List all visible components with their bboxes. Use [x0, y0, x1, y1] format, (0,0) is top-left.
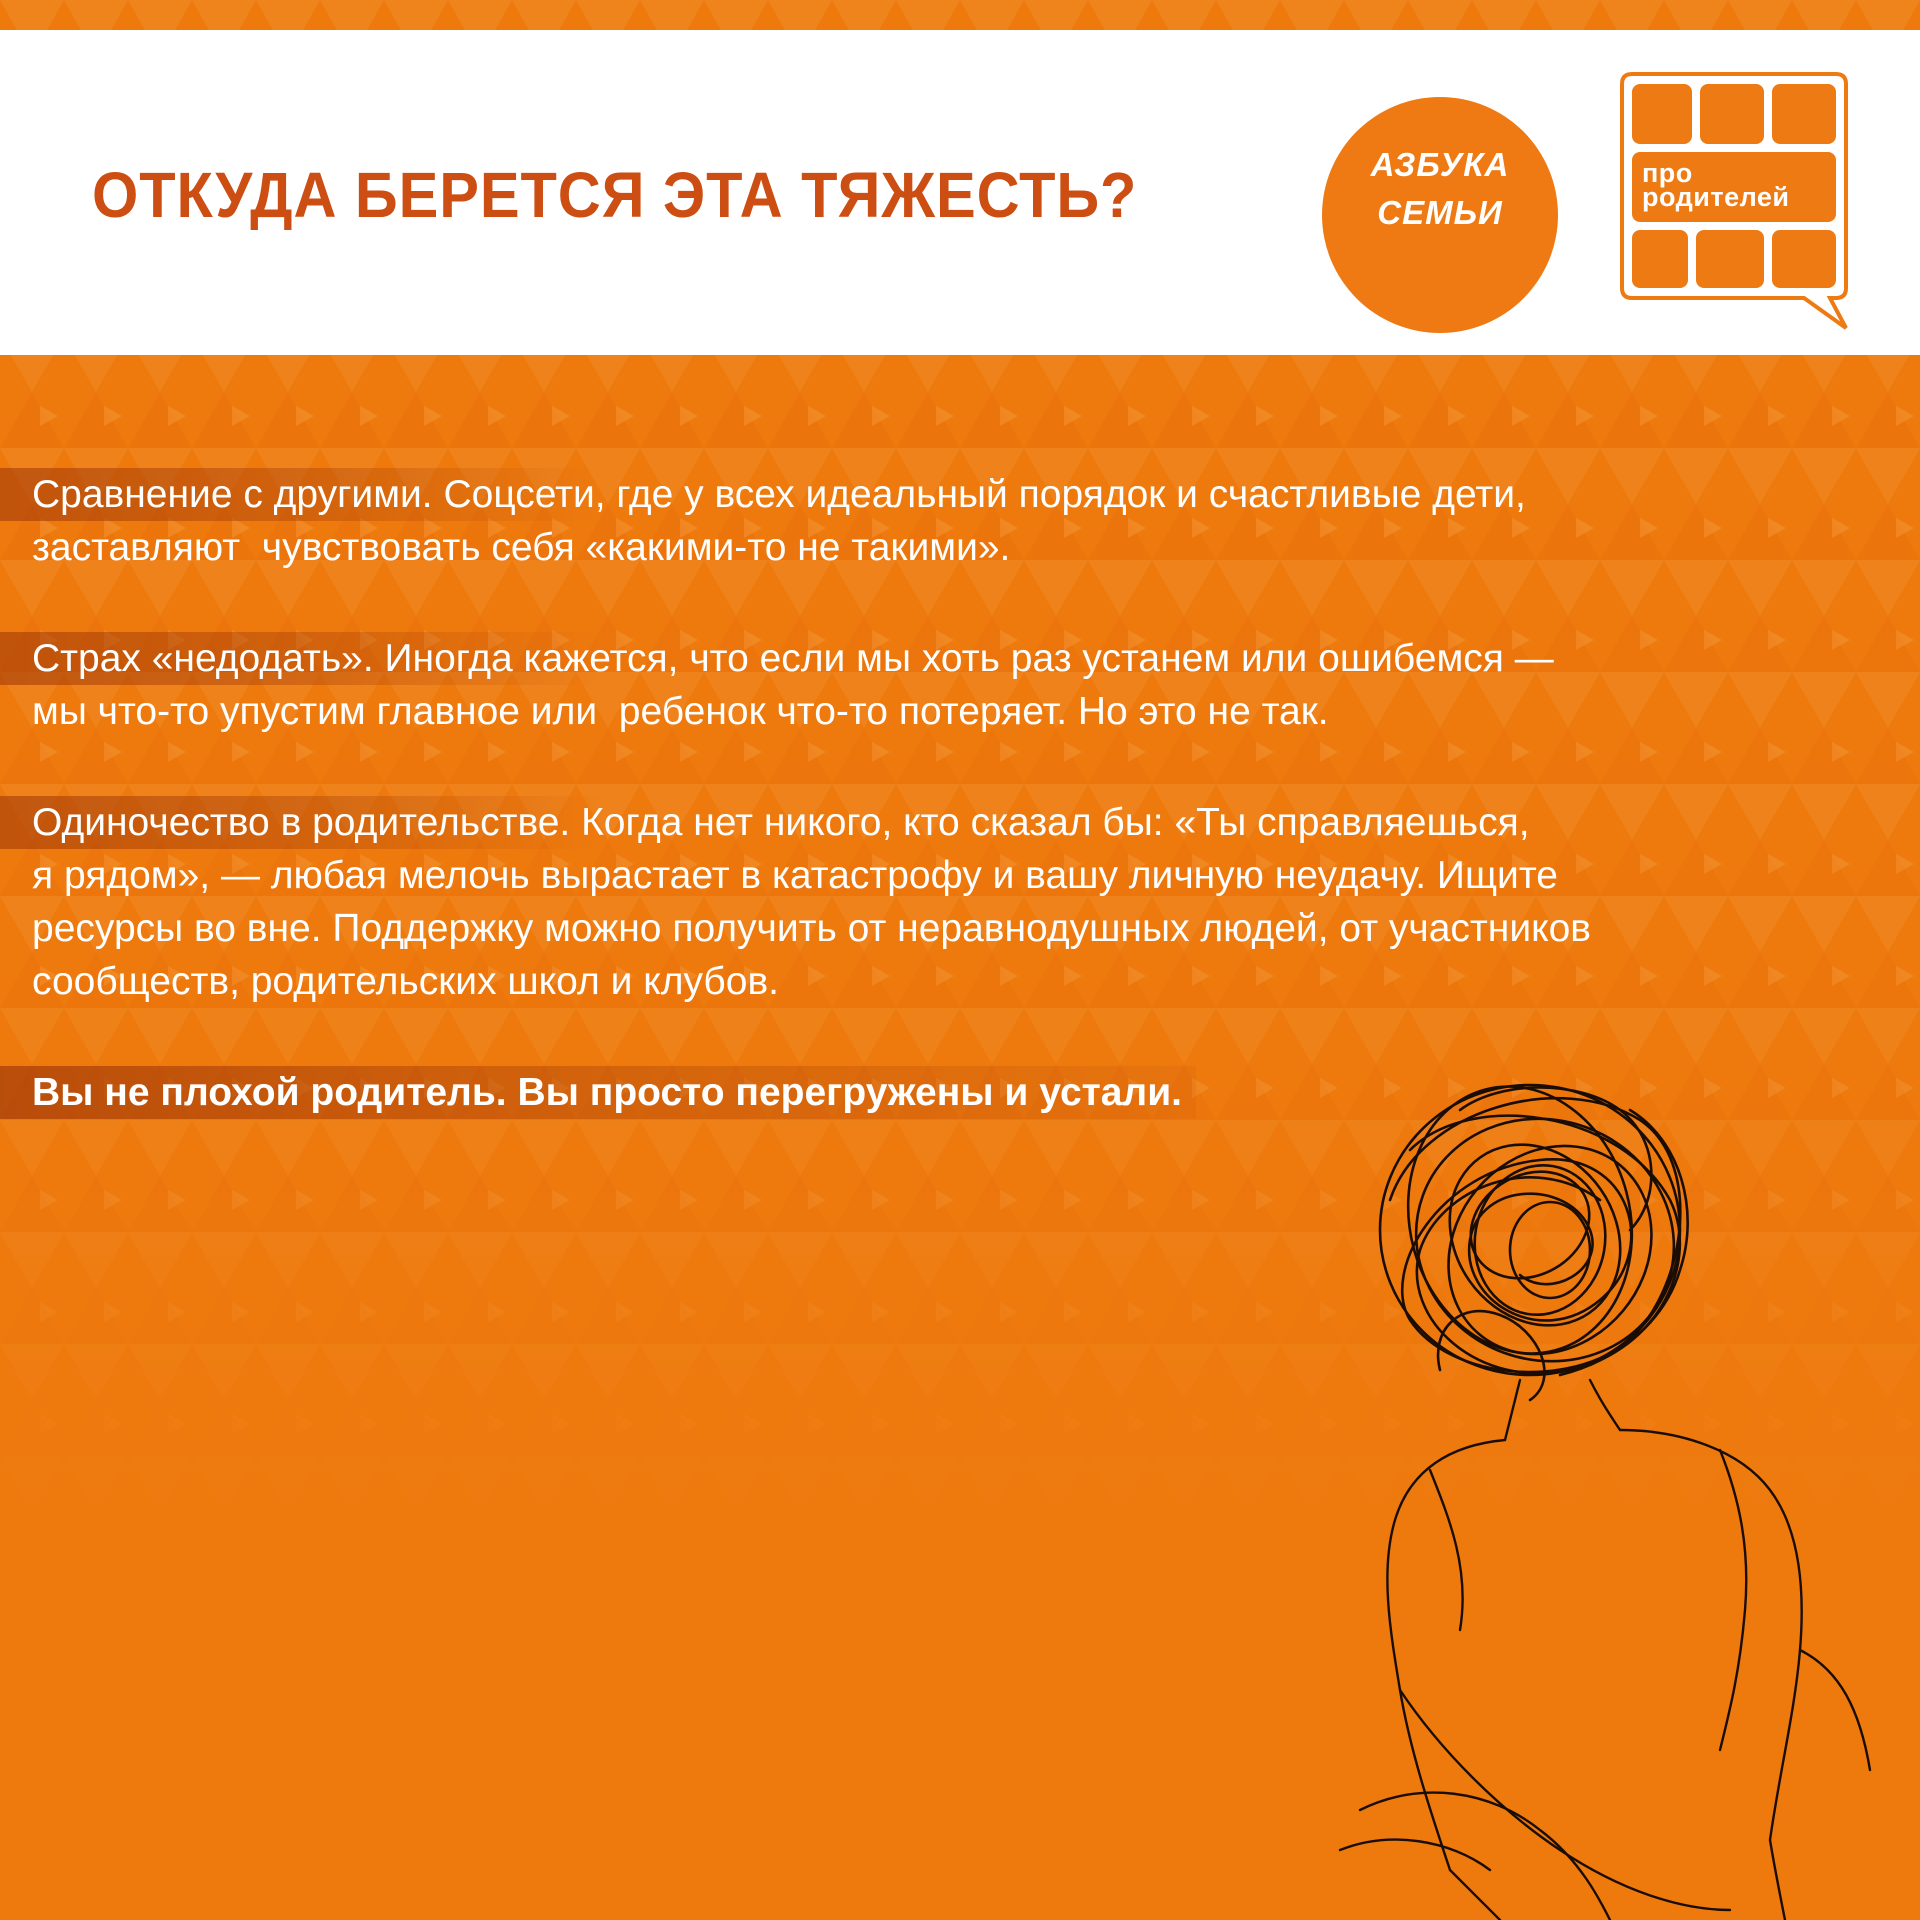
paragraph-line: ресурсы во вне. Поддержку можно получить от неравнодушных людей, от участников [32, 907, 1592, 950]
scribble-head-person-illustration [1300, 1050, 1920, 1920]
paragraph-line: Сравнение с другими. Соцсети, где у всех идеальный порядок и счастливые дети, [0, 468, 1540, 521]
scribble-head [1379, 1061, 1708, 1400]
badge-text [1322, 141, 1558, 237]
paragraph-loneliness [0, 796, 1920, 1008]
paragraph-line: мы что-то упустим главное или ребенок что-то потеряет. Но это не так. [32, 690, 1329, 733]
paragraph-line: заставляют чувствовать себя «какими-то не такими». [32, 526, 1011, 569]
azbuka-semyi-badge [1322, 97, 1558, 333]
badge-line-1: АЗБУКА [1370, 146, 1510, 183]
paragraph-line: я рядом», — любая мелочь вырастает в катастрофу и вашу личную неудачу. Ищите [32, 854, 1558, 897]
logo-line-1: про [1642, 158, 1693, 188]
paragraph-line: сообществ, родительских школ и клубов. [32, 960, 779, 1003]
paragraph-fear [0, 632, 1920, 738]
logo-line-2: родителей [1642, 182, 1790, 212]
paragraph-comparison [0, 468, 1920, 574]
paragraph-line: Одиночество в родительстве. Когда нет никого, кто сказал бы: «Ты справляешься, [0, 796, 1544, 849]
conclusion-line: Вы не плохой родитель. Вы просто перегружены и устали. [0, 1066, 1196, 1119]
logo-text [1642, 158, 1832, 212]
paragraph-line: Страх «недодать». Иногда кажется, что если мы хоть раз устанем или ошибемся — [0, 632, 1568, 685]
badge-line-2: СЕМЬИ [1377, 194, 1503, 231]
page-title: ОТКУДА БЕРЕТСЯ ЭТА ТЯЖЕСТЬ? [92, 159, 1138, 231]
